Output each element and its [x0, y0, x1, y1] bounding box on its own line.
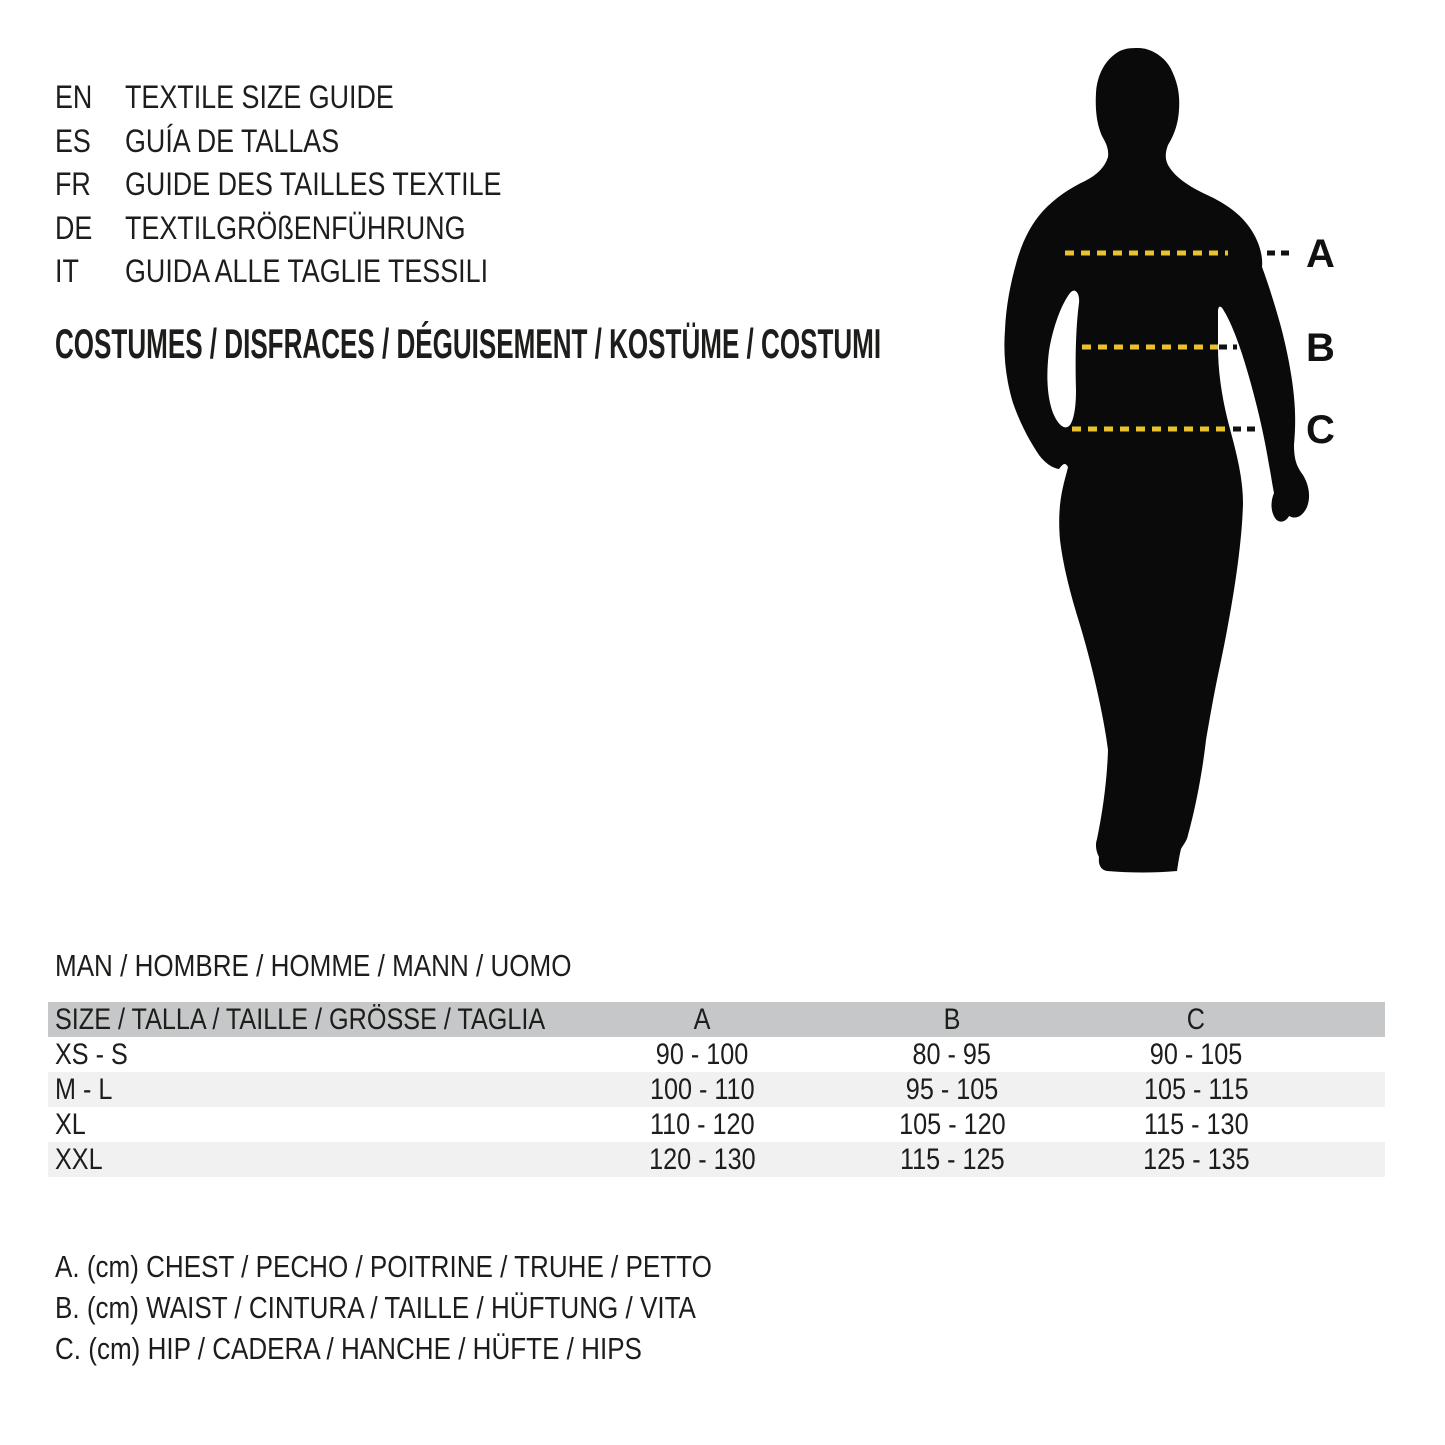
language-code: FR [55, 166, 91, 202]
chest-value: 90 - 100 [655, 1038, 749, 1071]
language-code: EN [55, 79, 93, 115]
male-silhouette-svg [975, 35, 1335, 880]
column-header-c: C [1186, 1003, 1206, 1036]
marker-label-c: C [1306, 408, 1335, 452]
male-silhouette [1004, 48, 1309, 873]
language-title: TEXTILE SIZE GUIDE [125, 79, 394, 115]
legend-line-waist [55, 1287, 837, 1328]
marker-label-b: B [1306, 326, 1335, 370]
legend-line-waist-text: B. (cm) WAIST / CINTURA / TAILLE / HÜFTUNG / VITA [55, 1290, 696, 1325]
hip-value: 125 - 135 [1142, 1143, 1250, 1176]
table-row [48, 1142, 1385, 1177]
waist-value: 105 - 120 [898, 1108, 1006, 1141]
table-row [48, 1072, 1385, 1107]
language-title: GUIDE DES TAILLES TEXTILE [125, 166, 502, 202]
table-row [48, 1107, 1385, 1142]
marker-label-a: A [1306, 232, 1335, 276]
language-title: GUIDA ALLE TAGLIE TESSILI [125, 253, 489, 289]
hip-value: 105 - 115 [1143, 1073, 1249, 1106]
waist-value: 95 - 105 [905, 1073, 999, 1106]
language-code: IT [55, 253, 79, 289]
language-row-fr [55, 163, 573, 207]
legend-line-hip [55, 1328, 837, 1369]
section-heading-text: MAN / HOMBRE / HOMME / MANN / UOMO [55, 948, 572, 983]
size-cell: XXL [55, 1143, 103, 1176]
language-code: ES [55, 122, 91, 159]
size-column-header: SIZE / TALLA / TAILLE / GRÖSSE / TAGLIA [55, 1003, 546, 1036]
size-cell: XS - S [55, 1038, 128, 1071]
hip-value: 115 - 130 [1143, 1108, 1249, 1141]
language-row-de [55, 207, 573, 251]
table-row [48, 1037, 1385, 1072]
language-list [55, 76, 573, 294]
language-row-es [55, 120, 573, 164]
language-code: DE [55, 209, 93, 246]
size-cell: M - L [55, 1073, 113, 1106]
chest-value: 120 - 130 [648, 1143, 756, 1176]
category-heading-text: COSTUMES / DISFRACES / DÉGUISEMENT / KOSTÜME / COSTUMI [55, 320, 882, 367]
measurement-figure [975, 35, 1335, 880]
size-cell: XL [55, 1108, 86, 1141]
waist-value: 115 - 125 [899, 1143, 1005, 1176]
legend-line-hip-text: C. (cm) HIP / CADERA / HANCHE / HÜFTE / HIPS [55, 1331, 642, 1366]
section-heading [55, 944, 670, 988]
size-table [48, 1002, 1385, 1177]
column-header-b: B [943, 1003, 961, 1036]
language-title: TEXTILGRÖßENFÜHRUNG [125, 209, 466, 246]
column-header-a: A [693, 1003, 711, 1036]
waist-value: 80 - 95 [912, 1038, 992, 1071]
legend-line-chest [55, 1246, 837, 1287]
chest-value: 100 - 110 [649, 1073, 755, 1106]
hip-value: 90 - 105 [1149, 1038, 1243, 1071]
language-row-it [55, 250, 573, 294]
language-row-en [55, 76, 573, 120]
language-title: GUÍA DE TALLAS [125, 122, 340, 159]
legend-line-chest-text: A. (cm) CHEST / PECHO / POITRINE / TRUHE / PETTO [55, 1249, 712, 1284]
chest-value: 110 - 120 [649, 1108, 755, 1141]
measurement-legend [55, 1246, 837, 1369]
size-table-header-row [48, 1002, 1385, 1037]
